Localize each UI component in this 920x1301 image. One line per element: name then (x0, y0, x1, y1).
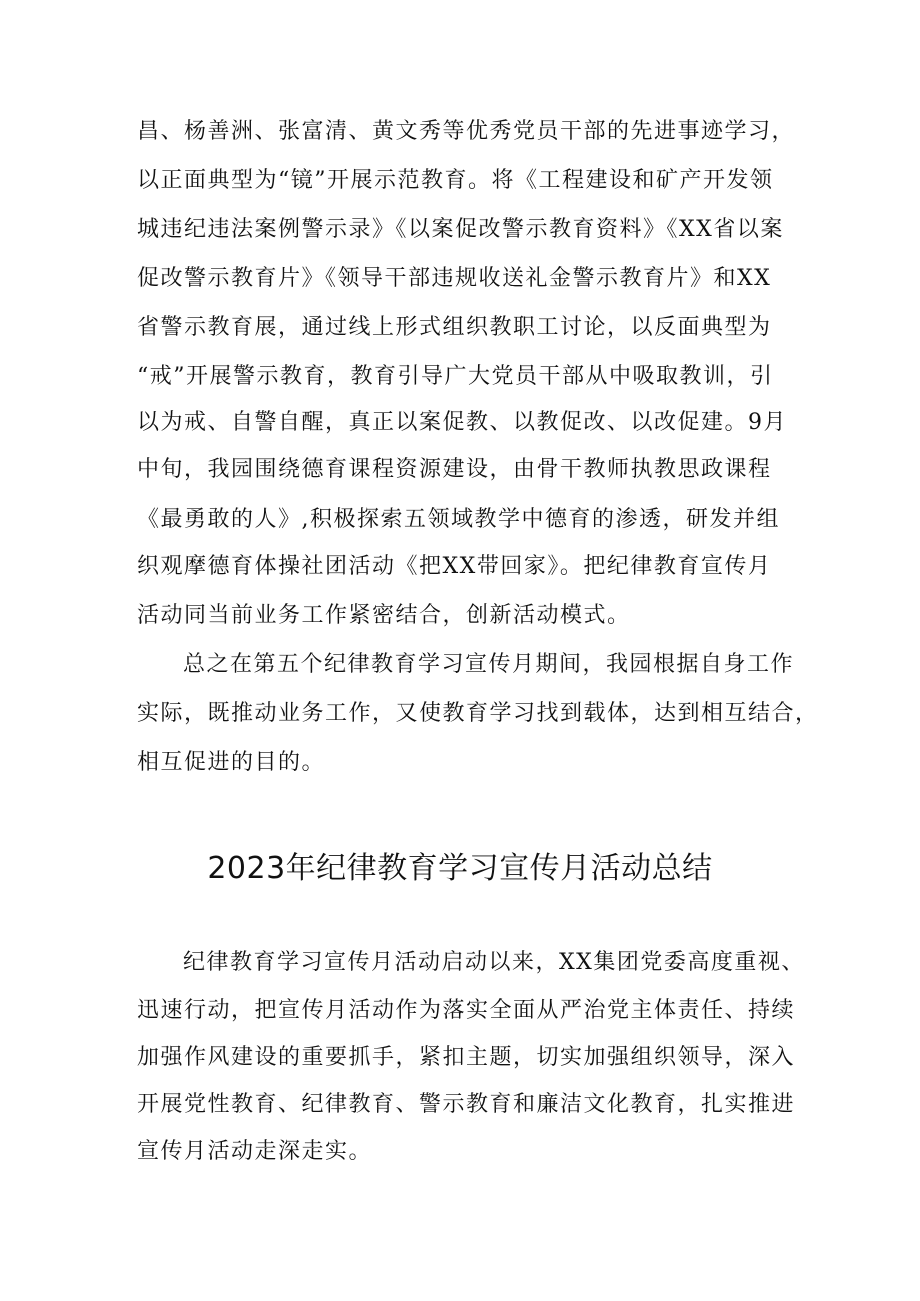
paragraph-line: 相互促进的目的。 (137, 750, 326, 775)
paragraph-line: 开展党性教育、纪律教育、警示教育和廉洁文化教育，扎实推进 (137, 1092, 796, 1117)
paragraph-line: 昌、杨善洲、张富清、黄文秀等优秀党员干部的先进事迹学习， (137, 119, 796, 144)
paragraph-line: 纪律教育学习宣传月活动启动以来，XX集团党委高度重视、 (183, 950, 805, 975)
paragraph-line: 宣传月活动走深走实。 (137, 1139, 373, 1164)
paragraph-line: 以正面典型为“镜”开展示范教育。将《工程建设和矿产开发领 (137, 168, 774, 193)
paragraph-line: “戒”开展警示教育，教育引导广大党员干部从中吸取教训，引 (137, 364, 774, 389)
paragraph-line: 城违纪违法案例警示录》《以案促改警示教育资料》《XX省以案 (137, 217, 784, 242)
paragraph-line: 织观摩德育体操社团活动《把XX带回家》。把纪律教育宣传月 (137, 554, 772, 579)
paragraph-line: 促改警示教育片》《领导干部违规收送礼金警示教育片》和XX (137, 266, 772, 291)
paragraph-line: 《最勇敢的人》,积极探索五领域教学中德育的渗透，研发并组 (137, 507, 780, 532)
paragraph-line: 迅速行动，把宣传月活动作为落实全面从严治党主体责任、持续 (137, 998, 796, 1023)
paragraph-line: 总之在第五个纪律教育学习宣传月期间，我园根据自身工作 (183, 652, 795, 677)
paragraph-line: 省警示教育展，通过线上形式组织教职工讨论，以反面典型为 (137, 315, 772, 340)
paragraph-line: 以为戒、自警自醒，真正以案促教、以教促改、以改促建。9月 (137, 410, 787, 435)
paragraph-line: 实际，既推动业务工作，又使教育学习找到载体，达到相互结合， (137, 701, 819, 726)
paragraph-line: 活动同当前业务工作紧密结合，创新活动模式。 (137, 603, 631, 628)
paragraph-line: 中旬，我园围绕德育课程资源建设，由骨干教师执教思政课程 (137, 457, 772, 482)
section-title: 2023年纪律教育学习宣传月活动总结 (207, 851, 713, 886)
paragraph-line: 加强作风建设的重要抓手，紧扣主题，切实加强组织领导，深入 (137, 1045, 796, 1070)
